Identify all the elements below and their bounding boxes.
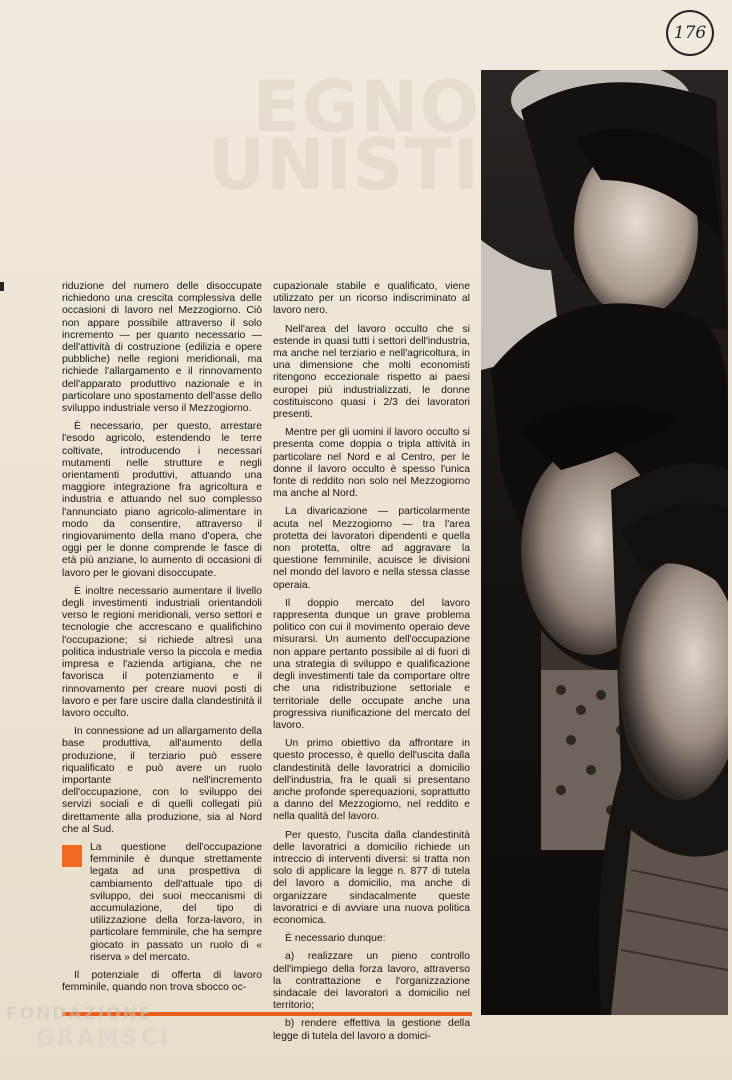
margin-mark	[0, 282, 4, 291]
archive-watermark	[6, 998, 246, 1078]
paragraph: Mentre per gli uomini il lavoro occulto si presenta come doppia o tripla attività in particolare nel Nord e al Centro, per le donne il lavoro occulto è spesso l'unica fonte di reddito non solo nel Mezzogiorno ma anche al Nord.	[273, 427, 470, 500]
text-column-right	[273, 281, 470, 1049]
faded-headline-line-1: EGNO	[252, 78, 480, 148]
text-column-left	[62, 281, 262, 1000]
paragraph: Un primo obiettivo da affrontare in questo processo, è quello dell'uscita dalla clandestinità delle lavoratrici a domicilio dell'industria, fra le quali si presentano anche profonde sperequazioni, soprattutto a danno del Mezzogiorno, nel reddito e nella qualità del lavoro.	[273, 738, 470, 823]
watermark-line-1: FONDAZIONE	[6, 1004, 153, 1024]
paragraph: In connessione ad un allargamento della base produttiva, all'aumento della produzione, il terziario può essere riqualificato e può avere un ruolo importante nell'incremento dell'occupazione, con lo sviluppo dei servizi sociali e di quelli collegati più direttamente alla produzione, sia al Nord che al Sud.	[62, 726, 262, 835]
paragraph: È necessario dunque:	[285, 933, 386, 945]
watermark-line-2: GRAMSCI	[36, 1026, 172, 1051]
paragraph: Il potenziale di offerta di lavoro femminile, quando non trova sbocco oc-	[62, 969, 262, 994]
photo-women-portraits	[481, 70, 728, 1015]
paragraph: Il doppio mercato del lavoro rappresenta dunque un grave problema politico con cui il movimento operaio deve misurarsi. Un aumento dell'occupazione non appare pertanto possibile al di fuori di una strategia di sviluppo e qualificazione degli investimenti tale da comportare oltre che una ridistribuzione settoriale e territoriale delle occupate anche una progressiva riunificazione del mercato del lavoro.	[273, 597, 470, 731]
paragraph: La divaricazione — particolarmente acuta nel Mezzogiorno — tra l'area protetta dei lavoratori dipendenti e quella non protetta, oltre ad aggravare la questione femminile, acuisce le divisioni nel mondo del lavoro e nella stessa classe operaia.	[273, 506, 470, 591]
callout-text: La questione dell'occupazione femminile è dunque strettamente legata ad una prospettiva di cambiamento dell'attuale tipo di sviluppo, dei suoi meccanismi di accumulazione, del tipo di utilizzazione della forza-lavoro, in particolare femminile, che ha sempre giocato in passato un ruolo di « riserva » del mercato.	[90, 841, 262, 963]
faded-headline-line-2: UNISTI	[208, 124, 480, 198]
faded-headline	[110, 78, 480, 198]
callout-block	[62, 842, 262, 964]
paragraph: Nell'area del lavoro occulto che si estende in quasi tutti i settori dell'industria, ma anche nel terziario e nell'agricoltura, in una dimensione che molti economisti ritengono eccezionale rispetto ai paesi europei più industrializzati, le donne costituiscono quasi i 2/3 dei lavoratori presenti.	[273, 323, 470, 421]
paragraph: riduzione del numero delle disoccupate richiedono una crescita complessiva delle occasioni di lavoro nel Mezzogiorno. Ciò non appare possibile attraverso il solo incremento — per quanto necessario — dell'attività di costruzione (edilizia e opere pubbliche) nelle regioni meridionali, ma richiede l'allargamento e il rinnovamento dell'apparato produttivo nazionale e in particolare uno spostamento dell'asse dello sviluppo industriale verso il Mezzogiorno.	[62, 281, 262, 415]
paragraph: È necessario, per questo, arrestare l'esodo agricolo, estendendo le terre coltivate, introducendo i necessari mutamenti nelle strutture e negli orientamenti produttivi, attuando una maggiore integrazione fra agricoltura e industria e attuando nel suo complesso l'annunciato piano agricolo-alimentare in modo da consentire, attraverso il ringiovanimento della mano d'opera, che oggi per le donne comprende le fasce di età più anziane, lo aumento di occasioni di lavoro per le giovani disoccupate.	[62, 421, 262, 579]
orange-square-marker	[62, 845, 82, 867]
paragraph: È inoltre necessario aumentare il livello degli investimenti industriali orientandoli verso le regioni meridionali, verso settori e tecnologie che accrescano e qualifichino l'occupazione; si richiede altresì una politica industriale verso la piccola e media impresa e l'azienda artigiana, che ne favorisca il potenziamento e il rinnovamento per creare nuovi posti di lavoro e per fare uscire dalla clandestinità il lavoro occulto.	[62, 585, 262, 719]
paragraph: a) realizzare un pieno controllo dell'impiego della forza lavoro, attraverso la contrattazione e l'organizzazione sindacale dei lavoratori a domicilio nel territorio;	[273, 951, 470, 1012]
paragraph: cupazionale stabile e qualificato, viene utilizzato per un ricorso indiscriminato al lavoro nero.	[273, 281, 470, 317]
photo-illustration	[481, 70, 728, 1015]
paragraph: b) rendere effettiva la gestione della legge di tutela del lavoro a domici-	[273, 1018, 470, 1042]
paragraph: Per questo, l'uscita dalla clandestinità delle lavoratrici a domicilio richiede un intreccio di interventi diversi: si tratta non solo di applicare la legge n. 877 di tutela del lavoro a domicilio, ma anche di organizzare sindacalmente queste lavoratrici e di avviare una nuova politica economica.	[273, 829, 470, 926]
page-number: 176	[666, 10, 714, 56]
